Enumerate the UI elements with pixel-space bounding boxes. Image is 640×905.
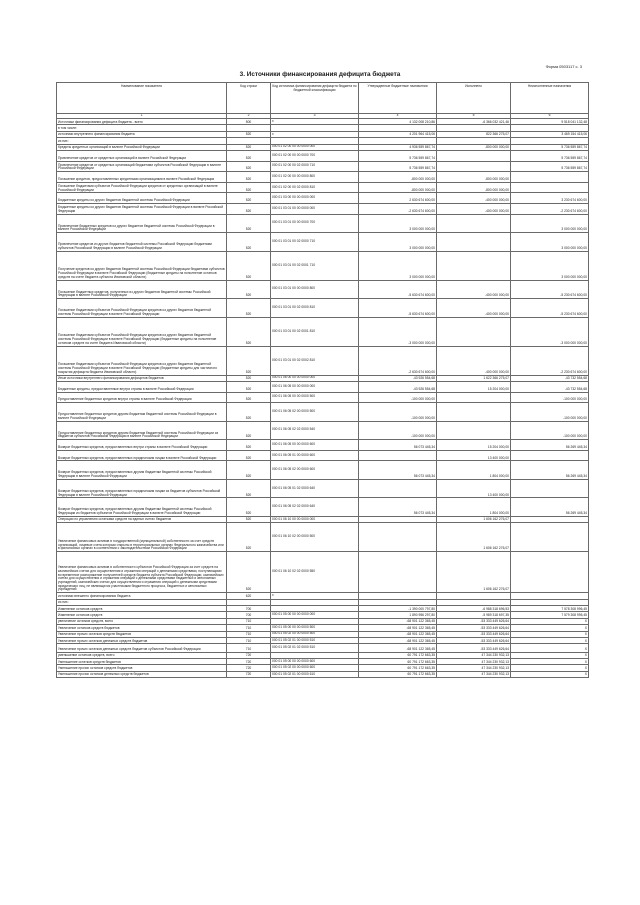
row-name: из них: bbox=[57, 599, 227, 605]
row-source-code: 000 01 02 00 00 00 0000 000 bbox=[271, 144, 359, 150]
row-line-code: 520 bbox=[227, 182, 271, 193]
table-row bbox=[57, 421, 589, 440]
row-source-code: 000 01 06 10 02 02 0000 550 bbox=[271, 552, 359, 593]
row-approved: -3 000 000 000,00 bbox=[359, 317, 437, 346]
row-source-code: 000 01 06 05 00 00 0000 500 bbox=[271, 392, 359, 403]
row-line-code: 520 bbox=[227, 479, 271, 498]
row-executed: 47 344 230 932,13 bbox=[437, 665, 511, 671]
row-unexecuted: X bbox=[511, 631, 589, 637]
row-unexecuted: 3 000 000 000,00 bbox=[511, 251, 589, 280]
col-header-executed: Исполнено bbox=[437, 83, 511, 114]
row-line-code: 520 bbox=[227, 421, 271, 440]
row-unexecuted: 56 269 445,34 bbox=[511, 461, 589, 480]
row-name: Привлечение кредитов от кредитных организаций в валюте Российской Федерации bbox=[57, 150, 227, 161]
row-name: Погашение кредитов, предоставленных кредитными организациями в валюте Российской Федерации bbox=[57, 172, 227, 183]
row-line-code: 520 bbox=[227, 280, 271, 299]
row-unexecuted: -5 230 674 600,00 bbox=[511, 280, 589, 299]
row-name: Возврат бюджетных кредитов, предоставленных юридическим лицам в валюте Российской Федерации bbox=[57, 450, 227, 461]
row-line-code: 620 bbox=[227, 593, 271, 599]
row-name: Предоставление бюджетных кредитов внутри страны в валюте Российской Федерации bbox=[57, 392, 227, 403]
row-executed: 1 804 000,00 bbox=[437, 461, 511, 480]
row-line-code: 520 bbox=[227, 150, 271, 161]
row-line-code: 710 bbox=[227, 631, 271, 637]
row-unexecuted: X bbox=[511, 618, 589, 624]
row-approved: 56 073 445,34 bbox=[359, 440, 437, 451]
row-source-code: 000 01 06 05 01 02 0000 640 bbox=[271, 479, 359, 498]
row-executed: 47 344 230 932,13 bbox=[437, 658, 511, 664]
row-line-code: 520 bbox=[227, 161, 271, 172]
row-unexecuted: -2 230 674 600,00 bbox=[511, 346, 589, 375]
row-approved: 1 890 956 297,80 bbox=[359, 612, 437, 618]
row-unexecuted bbox=[511, 479, 589, 498]
row-line-code: 520 bbox=[227, 381, 271, 392]
row-source-code: 000 01 06 00 00 00 0000 000 bbox=[271, 375, 359, 381]
row-line-code: 700 bbox=[227, 605, 271, 611]
row-name: Увеличение прочих остатков денежных средств бюджетов субъектов Российской Федерации bbox=[57, 644, 227, 652]
row-executed: -800 000 000,00 bbox=[437, 182, 511, 193]
row-line-code: 520 bbox=[227, 172, 271, 183]
row-line-code: 720 bbox=[227, 652, 271, 658]
row-executed: 47 344 230 932,13 bbox=[437, 652, 511, 658]
row-line-code: 520 bbox=[227, 346, 271, 375]
col-header-name: Наименование показателя bbox=[57, 83, 227, 114]
row-unexecuted: 5 736 559 867,74 bbox=[511, 144, 589, 150]
table-row bbox=[57, 403, 589, 422]
row-approved: -68 901 122 365,45 bbox=[359, 644, 437, 652]
row-unexecuted: 7 579 308 995,45 bbox=[511, 612, 589, 618]
row-unexecuted: 5 736 559 867,74 bbox=[511, 150, 589, 161]
row-name: Иные источники внутреннего финансирования дефицитов бюджетов bbox=[57, 375, 227, 381]
row-unexecuted: -100 000 000,00 bbox=[511, 421, 589, 440]
row-unexecuted: -3 000 000 000,00 bbox=[511, 317, 589, 346]
row-name: Увеличение финансовых активов в государственной (муниципальной) собственности за счет средств организаций, лицевые счета которым открыты в территориальных органах Федерального казначейства или в финансовых органах в соответствии с законодательством Российской Федерации bbox=[57, 523, 227, 552]
row-approved: 3 000 000 000,00 bbox=[359, 251, 437, 280]
row-executed: 15 204 000,00 bbox=[437, 440, 511, 451]
row-source-code: 000 01 05 02 01 00 0000 610 bbox=[271, 671, 359, 677]
row-source-code: 000 01 02 00 00 02 0000 810 bbox=[271, 182, 359, 193]
row-unexecuted bbox=[511, 450, 589, 461]
row-source-code: 000 01 05 00 00 00 0000 500 bbox=[271, 625, 359, 631]
row-source-code: 000 01 03 00 00 00 0000 000 bbox=[271, 193, 359, 204]
row-source-code: 000 01 06 10 02 00 0000 500 bbox=[271, 523, 359, 552]
row-name: Увеличение финансовых активов в собственности субъектов Российской Федерации за счет средств на казначейских счетах для осуществления и отражения операций с денежными средствами, поступающими во временное распоряжение получателей средств бюджета субъекта Российской Федерации, казначейских счетах для осуществления и отражения операций с денежными средствами бюджетных и автономных учреждений, казначейских счетах для осуществления и отражения операций с денежными средствами юридических лиц, не являющихся участниками бюджетного процесса, бюджетных и автономных учреждений bbox=[57, 552, 227, 593]
row-executed bbox=[437, 251, 511, 280]
table-row bbox=[57, 671, 589, 677]
row-approved: 5 736 559 867,74 bbox=[359, 150, 437, 161]
row-source-code: 000 01 02 00 00 02 0000 710 bbox=[271, 161, 359, 172]
row-name: Погашение бюджетами субъектов Российской Федерации кредитов из других бюджетов бюджетной системы Российской Федерации в валюте Российской Федерации bbox=[57, 299, 227, 318]
table-body bbox=[57, 119, 589, 678]
row-source-code: 000 01 05 02 01 02 0000 510 bbox=[271, 644, 359, 652]
row-executed: -400 000 000,00 bbox=[437, 203, 511, 214]
row-line-code: 720 bbox=[227, 665, 271, 671]
row-source-code: 000 01 06 10 00 00 0000 000 bbox=[271, 516, 359, 522]
row-approved: -100 000 000,00 bbox=[359, 421, 437, 440]
row-name: Бюджетные кредиты из других бюджетов бюджетной системы Российской Федерации bbox=[57, 193, 227, 204]
sources-table-container bbox=[56, 82, 588, 678]
row-source-code: 000 01 03 01 00 02 0001 710 bbox=[271, 251, 359, 280]
row-approved: -43 926 554,68 bbox=[359, 381, 437, 392]
row-approved: 60 791 172 663,35 bbox=[359, 671, 437, 677]
row-name: Увеличение прочих остатков денежных средств бюджетов bbox=[57, 637, 227, 643]
row-name: Операции по управлению остатками средств на единых счетах бюджетов bbox=[57, 516, 227, 522]
row-source-code: 000 01 06 05 02 02 0000 540 bbox=[271, 421, 359, 440]
form-code: Форма 0503117 с. 3 bbox=[545, 64, 582, 69]
row-unexecuted: -100 000 000,00 bbox=[511, 403, 589, 422]
row-name: Изменение остатков средств bbox=[57, 605, 227, 611]
row-unexecuted bbox=[511, 182, 589, 193]
row-executed: -800 000 000,00 bbox=[437, 172, 511, 183]
row-name: Погашение бюджетных кредитов, полученных из других бюджетов бюджетной системы Российской Федерации в валюте Российской Федерации bbox=[57, 280, 227, 299]
table-row bbox=[57, 450, 589, 461]
row-executed: -53 333 449 626,64 bbox=[437, 644, 511, 652]
row-approved: 5 736 559 867,74 bbox=[359, 161, 437, 172]
table-row bbox=[57, 498, 589, 517]
table-row bbox=[57, 479, 589, 498]
row-name: источники внутреннего финансирования бюджета bbox=[57, 131, 227, 137]
row-approved bbox=[359, 479, 437, 498]
row-source-code: 000 01 05 00 00 00 0000 600 bbox=[271, 658, 359, 664]
row-approved: 3 000 000 000,00 bbox=[359, 233, 437, 252]
row-line-code: 520 bbox=[227, 440, 271, 451]
row-unexecuted: X bbox=[511, 671, 589, 677]
row-approved: -2 630 674 600,00 bbox=[359, 203, 437, 214]
table-row bbox=[57, 182, 589, 193]
row-executed bbox=[437, 421, 511, 440]
row-unexecuted: 3 000 000 000,00 bbox=[511, 214, 589, 233]
row-executed: 15 204 000,00 bbox=[437, 381, 511, 392]
table-row bbox=[57, 299, 589, 318]
row-approved: 4 936 559 867,74 bbox=[359, 144, 437, 150]
row-name: Возврат бюджетных кредитов, предоставленных другим бюджетам бюджетной системы Российской Федерации в валюте Российской Федерации bbox=[57, 461, 227, 480]
row-executed: -400 000 000,00 bbox=[437, 193, 511, 204]
row-line-code: 710 bbox=[227, 618, 271, 624]
row-unexecuted: X bbox=[511, 665, 589, 671]
col-number: 3 bbox=[271, 114, 359, 119]
row-unexecuted: -43 732 554,68 bbox=[511, 375, 589, 381]
table-row bbox=[57, 150, 589, 161]
row-executed: -400 000 000,00 bbox=[437, 346, 511, 375]
row-executed: -400 000 000,00 bbox=[437, 280, 511, 299]
row-approved: -68 901 122 365,45 bbox=[359, 618, 437, 624]
row-approved bbox=[359, 450, 437, 461]
row-name: Погашение бюджетами субъектов Российской Федерации кредитов из других бюджетов бюджетной системы Российской Федерации в валюте Российской Федерации (бюджетные кредиты для частичного покрытия дефицита бюджета Ивановской области) bbox=[57, 346, 227, 375]
row-line-code: 710 bbox=[227, 625, 271, 631]
row-source-code: 000 01 06 05 02 02 0000 640 bbox=[271, 498, 359, 517]
row-name: Кредиты кредитных организаций в валюте Российской Федерации bbox=[57, 144, 227, 150]
row-name: Предоставление бюджетных кредитов другим бюджетам бюджетной системы Российской Федерации в валюте Российской Федерации bbox=[57, 403, 227, 422]
row-unexecuted: -43 732 554,68 bbox=[511, 381, 589, 392]
row-name: Привлечение кредитов из других бюджетов бюджетной системы Российской Федерации бюджетами субъектов Российской Федерации в валюте Российской Федерации bbox=[57, 233, 227, 252]
table-row bbox=[57, 203, 589, 214]
row-approved: -68 901 122 365,45 bbox=[359, 631, 437, 637]
row-line-code: 520 bbox=[227, 552, 271, 593]
row-line-code: 500 bbox=[227, 119, 271, 125]
row-unexecuted: 7 578 308 996,45 bbox=[511, 605, 589, 611]
col-header-approved: Утвержденные бюджетные назначения bbox=[359, 83, 437, 114]
row-name: Увеличение прочих остатков средств бюджетов bbox=[57, 631, 227, 637]
row-approved: 60 791 172 663,35 bbox=[359, 652, 437, 658]
row-line-code: 520 bbox=[227, 403, 271, 422]
row-source-code: 000 01 05 02 00 00 0000 600 bbox=[271, 665, 359, 671]
row-unexecuted: -5 230 674 600,00 bbox=[511, 299, 589, 318]
row-executed: 1 606 162 276,07 bbox=[437, 516, 511, 522]
row-name: в том числе: bbox=[57, 125, 227, 131]
row-approved: 56 073 445,34 bbox=[359, 461, 437, 480]
row-unexecuted: X bbox=[511, 644, 589, 652]
row-source-code: 000 01 03 01 00 00 0000 700 bbox=[271, 214, 359, 233]
row-unexecuted: 9 518 041 132,48 bbox=[511, 119, 589, 125]
row-source-code: x bbox=[271, 593, 359, 599]
row-line-code: 520 bbox=[227, 450, 271, 461]
table-row bbox=[57, 644, 589, 652]
row-source-code: 000 01 03 01 00 00 0000 000 bbox=[271, 203, 359, 214]
row-name: источники внешнего финансирования бюджета bbox=[57, 593, 227, 599]
row-approved: -5 630 674 600,00 bbox=[359, 280, 437, 299]
row-unexecuted: X bbox=[511, 625, 589, 631]
row-line-code: 700 bbox=[227, 612, 271, 618]
row-approved: 2 630 674 600,00 bbox=[359, 193, 437, 204]
row-line-code: 720 bbox=[227, 671, 271, 677]
row-name: Получение кредитов из других бюджетов бюджетной системы Российской Федерации бюджетами субъектов Российской Федерации в валюте Российской Федерации (бюджетные кредиты на пополнение остатков средств на счете бюджета субъекта Ивановской области) bbox=[57, 251, 227, 280]
row-line-code: 520 bbox=[227, 193, 271, 204]
row-approved: -1 390 000 797,80 bbox=[359, 605, 437, 611]
row-executed: 13 400 000,00 bbox=[437, 450, 511, 461]
row-line-code: 520 bbox=[227, 461, 271, 480]
table-row bbox=[57, 214, 589, 233]
row-executed bbox=[437, 317, 511, 346]
row-source-code: 000 01 05 00 00 00 0000 000 bbox=[271, 612, 359, 618]
row-approved: 56 073 445,34 bbox=[359, 498, 437, 517]
row-unexecuted: 5 736 559 867,74 bbox=[511, 161, 589, 172]
row-executed: -6 366 032 421,46 bbox=[437, 119, 511, 125]
row-executed: -53 333 449 626,64 bbox=[437, 618, 511, 624]
row-approved: -68 901 122 365,45 bbox=[359, 637, 437, 643]
row-executed bbox=[437, 161, 511, 172]
row-name: Уменьшение остатков средств бюджетов bbox=[57, 658, 227, 664]
row-name: уменьшение остатков средств, всего bbox=[57, 652, 227, 658]
row-approved: -100 000 000,00 bbox=[359, 403, 437, 422]
row-source-code: 000 01 03 01 00 02 0000 810 bbox=[271, 299, 359, 318]
table-row bbox=[57, 552, 589, 593]
row-name: Привлечение бюджетных кредитов из других бюджетов бюджетной системы Российской Федерации в валюте Российской Федерации bbox=[57, 214, 227, 233]
row-line-code: 520 bbox=[227, 144, 271, 150]
table-header-row bbox=[57, 83, 589, 114]
row-unexecuted bbox=[511, 552, 589, 593]
row-unexecuted: 3 000 000 000,00 bbox=[511, 233, 589, 252]
row-approved: 4 132 008 210,86 bbox=[359, 119, 437, 125]
row-approved bbox=[359, 552, 437, 593]
row-unexecuted: 56 269 445,34 bbox=[511, 498, 589, 517]
row-source-code: 000 01 06 05 02 00 0000 600 bbox=[271, 461, 359, 480]
col-number: 6 bbox=[511, 114, 589, 119]
row-executed bbox=[437, 403, 511, 422]
row-executed: -53 333 449 626,64 bbox=[437, 625, 511, 631]
row-line-code: 520 bbox=[227, 523, 271, 552]
row-name: Бюджетные кредиты из других бюджетов бюджетной системы Российской Федерации в валюте Российской Федерации bbox=[57, 203, 227, 214]
row-source-code: 000 01 03 01 00 02 0001 810 bbox=[271, 317, 359, 346]
table-row bbox=[57, 233, 589, 252]
row-source-code: 000 01 06 05 00 00 0000 600 bbox=[271, 440, 359, 451]
row-executed: -5 989 318 697,35 bbox=[437, 612, 511, 618]
row-executed: -53 333 449 626,64 bbox=[437, 637, 511, 643]
row-name: Возврат бюджетных кредитов, предоставленных внутри страны в валюте Российской Федерации bbox=[57, 440, 227, 451]
row-name: Уменьшение прочих остатков денежных средств бюджетов bbox=[57, 671, 227, 677]
row-approved: -2 630 674 600,00 bbox=[359, 346, 437, 375]
row-executed: 1 606 162 276,07 bbox=[437, 552, 511, 593]
row-approved: -68 901 122 365,45 bbox=[359, 625, 437, 631]
row-line-code: 520 bbox=[227, 498, 271, 517]
row-source-code: 000 01 02 00 00 00 0000 700 bbox=[271, 150, 359, 161]
row-unexecuted: X bbox=[511, 652, 589, 658]
row-unexecuted bbox=[511, 172, 589, 183]
row-source-code: 000 01 06 05 01 00 0000 600 bbox=[271, 450, 359, 461]
row-source-code: 000 01 02 00 00 00 0000 800 bbox=[271, 172, 359, 183]
row-name: Изменение остатков средств bbox=[57, 612, 227, 618]
row-unexecuted: -2 230 674 600,00 bbox=[511, 203, 589, 214]
row-executed: 1 804 000,00 bbox=[437, 498, 511, 517]
row-executed: 1 622 366 275,07 bbox=[437, 375, 511, 381]
table-row bbox=[57, 280, 589, 299]
row-executed: 1 606 162 276,07 bbox=[437, 523, 511, 552]
row-executed bbox=[437, 233, 511, 252]
row-approved: 4 201 964 415,06 bbox=[359, 131, 437, 137]
row-source-code: 000 01 05 02 00 00 0000 500 bbox=[271, 631, 359, 637]
table-row bbox=[57, 161, 589, 172]
row-source-code: 000 01 03 01 00 02 0002 810 bbox=[271, 346, 359, 375]
col-header-unexecuted: Неисполненные назначения bbox=[511, 83, 589, 114]
row-name: из них: bbox=[57, 138, 227, 144]
row-executed: -800 000 000,00 bbox=[437, 144, 511, 150]
table-row bbox=[57, 317, 589, 346]
row-line-code: 520 bbox=[227, 317, 271, 346]
row-unexecuted: -100 000 000,00 bbox=[511, 392, 589, 403]
row-source-code: 000 01 06 05 02 00 0000 500 bbox=[271, 403, 359, 422]
table-row bbox=[57, 440, 589, 451]
row-source-code: 000 01 03 01 00 02 0000 710 bbox=[271, 233, 359, 252]
row-name: Увеличение остатков средств бюджетов bbox=[57, 625, 227, 631]
row-unexecuted: X bbox=[511, 637, 589, 643]
sources-table bbox=[56, 82, 589, 678]
row-approved: -100 000 000,00 bbox=[359, 392, 437, 403]
page-title: 3. Источники финансирования дефицита бюджета bbox=[239, 71, 401, 78]
row-line-code: 520 bbox=[227, 516, 271, 522]
table-row bbox=[57, 392, 589, 403]
row-executed: -6 988 318 696,53 bbox=[437, 605, 511, 611]
row-name: Предоставление бюджетных кредитов другим бюджетам бюджетной системы Российской Федерации из бюджетов субъектов Российской Федерации в валюте Российской Федерации bbox=[57, 421, 227, 440]
row-executed bbox=[437, 150, 511, 161]
row-source-code: x bbox=[271, 131, 359, 137]
row-line-code: 720 bbox=[227, 658, 271, 664]
col-number: 2 bbox=[227, 114, 271, 119]
table-row bbox=[57, 172, 589, 183]
row-unexecuted: 3 230 674 600,00 bbox=[511, 193, 589, 204]
row-source-code: x bbox=[271, 119, 359, 125]
row-line-code: 520 bbox=[227, 203, 271, 214]
row-unexecuted: 56 269 445,34 bbox=[511, 440, 589, 451]
row-approved: -5 630 674 600,00 bbox=[359, 299, 437, 318]
row-unexecuted: 3 469 154 415,06 bbox=[511, 131, 589, 137]
table-row bbox=[57, 251, 589, 280]
row-executed bbox=[437, 214, 511, 233]
row-name: Источники финансирования дефицита бюджета - всего bbox=[57, 119, 227, 125]
row-name: Бюджетные кредиты, предоставленные внутри страны в валюте Российской Федерации bbox=[57, 381, 227, 392]
row-executed: 13 400 000,00 bbox=[437, 479, 511, 498]
row-name: Возврат бюджетных кредитов, предоставленных юридическим лицам из бюджетов субъектов Российской Федерации в валюте Российской Федерации bbox=[57, 479, 227, 498]
row-line-code: 520 bbox=[227, 299, 271, 318]
col-header-code: Код источника финансирования дефицита бюджета по бюджетной классификации bbox=[271, 83, 359, 114]
row-name: Погашение бюджетами субъектов Российской Федерации кредитов из других бюджетов бюджетной системы Российской Федерации в валюте Российской Федерации (бюджетные кредиты на пополнение остатков средств на счете бюджета Ивановской области) bbox=[57, 317, 227, 346]
row-approved: 3 000 000 000,00 bbox=[359, 214, 437, 233]
row-source-code: 000 01 05 02 01 00 0000 510 bbox=[271, 637, 359, 643]
row-name: увеличение остатков средств, всего bbox=[57, 618, 227, 624]
row-line-code: 710 bbox=[227, 644, 271, 652]
row-executed: -53 333 449 626,64 bbox=[437, 631, 511, 637]
row-executed: 822 366 275,07 bbox=[437, 131, 511, 137]
row-approved: -43 926 554,68 bbox=[359, 375, 437, 381]
row-executed bbox=[437, 392, 511, 403]
table-row bbox=[57, 346, 589, 375]
row-source-code: 000 01 06 05 00 00 0000 000 bbox=[271, 381, 359, 392]
col-number: 5 bbox=[437, 114, 511, 119]
row-name: Привлечение кредитов от кредитных организаций бюджетами субъектов Российской Федерации в валюте Российской Федерации bbox=[57, 161, 227, 172]
row-line-code: 520 bbox=[227, 375, 271, 381]
table-row bbox=[57, 381, 589, 392]
table-row bbox=[57, 461, 589, 480]
row-executed: 47 344 230 932,13 bbox=[437, 671, 511, 677]
row-line-code: 520 bbox=[227, 131, 271, 137]
row-name: Возврат бюджетных кредитов, предоставленных другим бюджетам бюджетной системы Российской Федерации из бюджетов субъектов Российской Федерации в валюте Российской Федерации bbox=[57, 498, 227, 517]
row-line-code: 520 bbox=[227, 251, 271, 280]
row-name: Погашение бюджетами субъектов Российской Федерации кредитов от кредитных организаций в валюте Российской Федерации bbox=[57, 182, 227, 193]
row-line-code: 520 bbox=[227, 392, 271, 403]
row-unexecuted bbox=[511, 523, 589, 552]
row-approved: -800 000 000,00 bbox=[359, 182, 437, 193]
col-number: 4 bbox=[359, 114, 437, 119]
row-line-code: 520 bbox=[227, 233, 271, 252]
row-line-code: 520 bbox=[227, 214, 271, 233]
row-approved: -800 000 000,00 bbox=[359, 172, 437, 183]
table-row bbox=[57, 193, 589, 204]
row-executed: -400 000 000,00 bbox=[437, 299, 511, 318]
row-unexecuted: X bbox=[511, 658, 589, 664]
col-header-line: Код строки bbox=[227, 83, 271, 114]
table-row bbox=[57, 523, 589, 552]
row-line-code: 710 bbox=[227, 637, 271, 643]
row-name: Уменьшение прочих остатков средств бюджетов bbox=[57, 665, 227, 671]
row-approved bbox=[359, 523, 437, 552]
row-approved: 60 791 172 663,35 bbox=[359, 658, 437, 664]
col-number: 1 bbox=[57, 114, 227, 119]
row-source-code: 000 01 03 01 00 00 0000 800 bbox=[271, 280, 359, 299]
row-approved: 60 791 172 663,35 bbox=[359, 665, 437, 671]
